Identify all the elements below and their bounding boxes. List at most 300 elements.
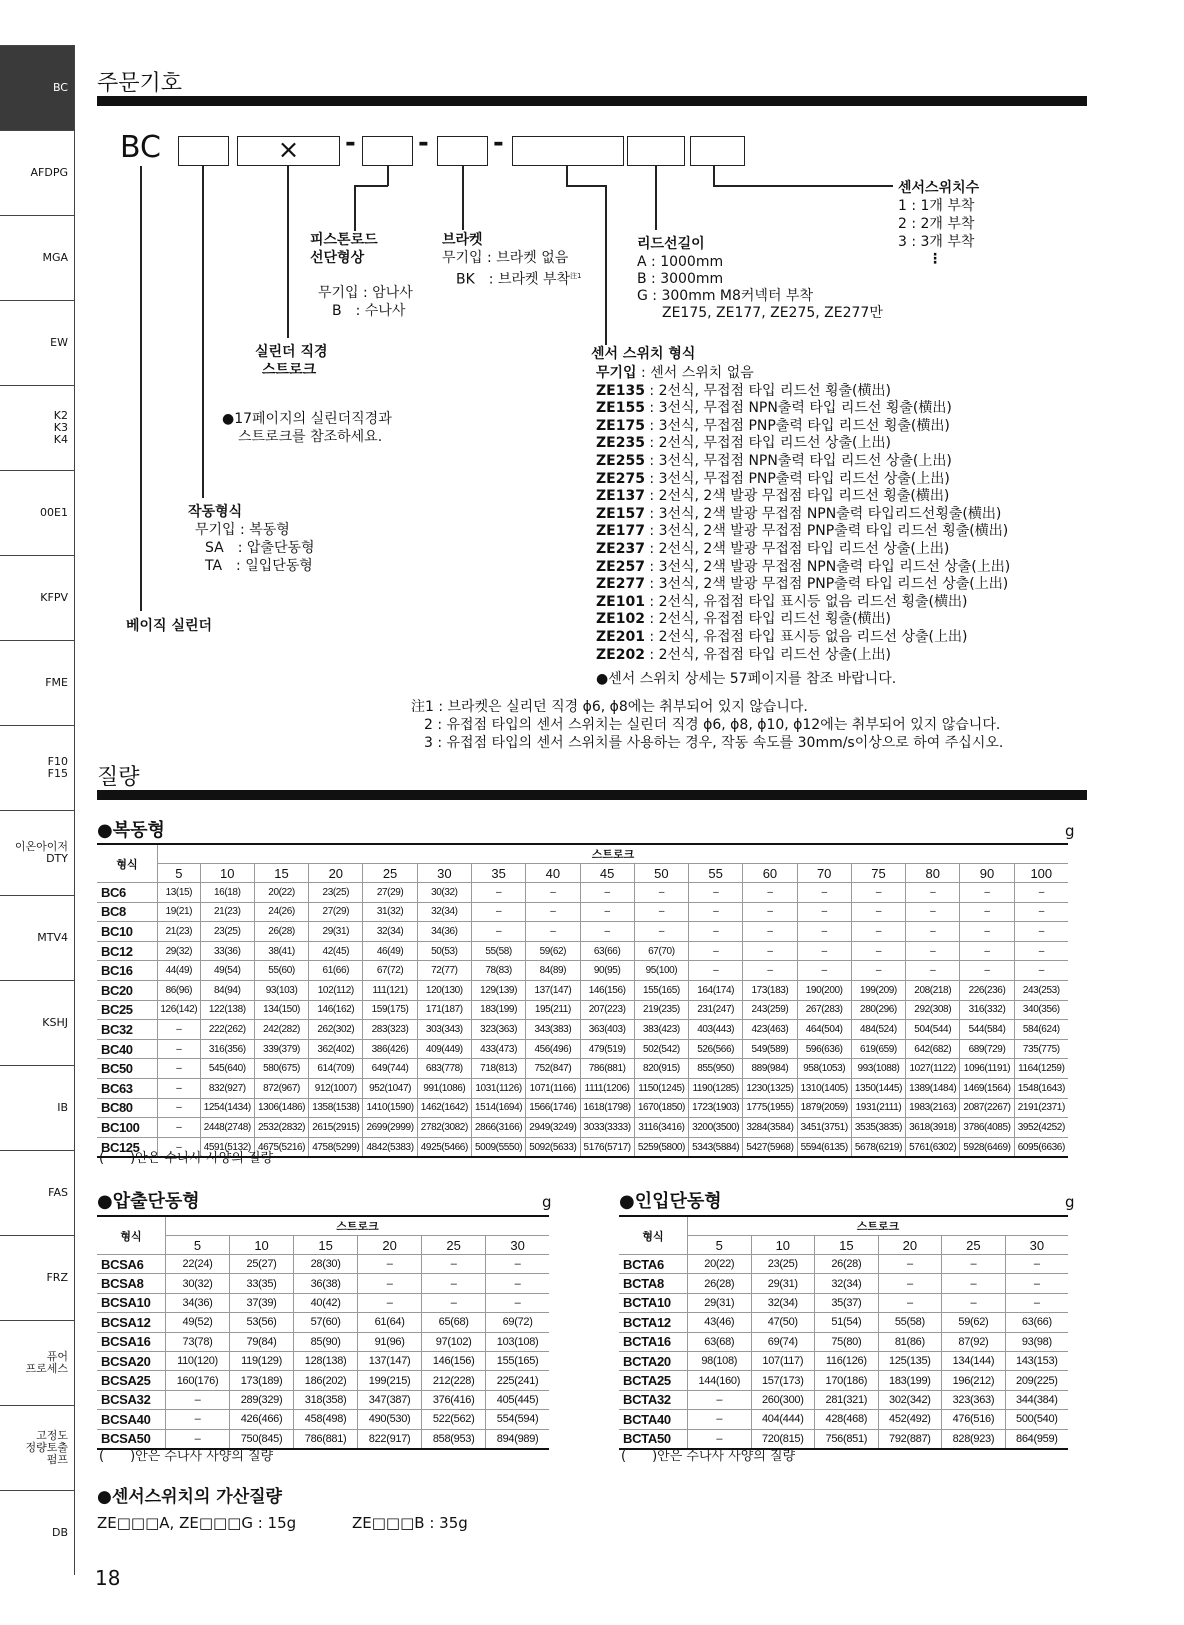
weight-cell: –	[960, 902, 1014, 922]
sidebar-tab[interactable]: FME	[0, 640, 75, 725]
stroke-column-header: 30	[486, 1236, 549, 1255]
weight-cell: 146(162)	[309, 1000, 363, 1020]
weight-cell: 61(66)	[309, 961, 363, 981]
code-box-action	[178, 136, 229, 166]
unit-label: g	[1065, 1193, 1075, 1211]
weight-cell: 504(544)	[906, 1020, 960, 1040]
sensor-type-item	[596, 646, 1010, 664]
sensor-type-desc: : 센서 스위치 없음	[636, 365, 754, 381]
weight-cell: 500(540)	[1005, 1410, 1068, 1429]
weight-cell: 2087(2267)	[960, 1098, 1014, 1118]
weight-cell: 29(31)	[309, 922, 363, 942]
weight-cell: 490(530)	[358, 1410, 422, 1429]
weight-cell: 34(36)	[166, 1293, 230, 1312]
connector-line	[287, 166, 289, 338]
model-cell: BCSA50	[97, 1429, 166, 1449]
sidebar-tab[interactable]: EW	[0, 300, 75, 385]
weight-cell: 23(25)	[751, 1255, 815, 1274]
weight-cell: 323(363)	[942, 1390, 1006, 1409]
stroke-column-header: 30	[1005, 1236, 1068, 1255]
sensor-type-item	[596, 628, 1010, 646]
model-cell: BCTA12	[619, 1313, 688, 1332]
weight-cell: 339(379)	[254, 1039, 308, 1059]
weight-cell: –	[689, 961, 743, 981]
weight-cell: –	[158, 1078, 201, 1098]
weight-cell: 1410(1590)	[363, 1098, 417, 1118]
sensor-type-code: ZE177	[596, 523, 645, 540]
basic-cylinder-label: 베이직 실린더	[126, 618, 213, 634]
sensor-type-code: ZE235	[596, 435, 645, 452]
connector-line	[354, 185, 388, 187]
weight-cell: –	[906, 883, 960, 903]
sensor-type-code: 무기입	[596, 365, 637, 381]
weight-cell: 36(38)	[294, 1274, 358, 1293]
sidebar-tab[interactable]: KSHJ	[0, 980, 75, 1065]
weight-cell: 102(112)	[309, 980, 363, 1000]
sensor-type-desc: : 2선식, 무접점 타입 리드선 횡출(横出)	[644, 382, 891, 399]
bracket-note-mark: 注1	[570, 272, 582, 280]
sensor-type-code: ZE202	[596, 646, 645, 663]
weight-cell: 128(138)	[294, 1351, 358, 1370]
weight-cell: –	[743, 922, 797, 942]
model-cell: BCTA50	[619, 1429, 688, 1449]
connector-line	[566, 185, 606, 187]
weight-cell: 5678(6219)	[851, 1137, 905, 1157]
weight-cell: 32(34)	[815, 1274, 879, 1293]
sidebar-tab[interactable]: BC	[0, 45, 75, 130]
sensor-count-title: 센서스위치수	[898, 180, 980, 196]
weight-cell: 4591(5132)	[200, 1137, 254, 1157]
weight-cell: 1254(1434)	[200, 1098, 254, 1118]
sidebar-tab[interactable]: KFPV	[0, 555, 75, 640]
weight-cell: 5176(5717)	[580, 1137, 634, 1157]
weight-cell: 828(923)	[942, 1429, 1006, 1449]
weight-cell: 78(83)	[471, 961, 525, 981]
weight-cell: 1983(2163)	[906, 1098, 960, 1118]
weight-cell: 87(92)	[942, 1332, 1006, 1351]
weight-cell: 72(77)	[417, 961, 471, 981]
weight-cell: 27(29)	[363, 883, 417, 903]
bracket-item: 무기입 : 브라켓 없음	[442, 250, 569, 266]
rod-title: 선단형상	[310, 250, 365, 266]
weight-cell: 1230(1325)	[743, 1078, 797, 1098]
connector-line	[202, 166, 204, 498]
sidebar-tab[interactable]: IB	[0, 1065, 75, 1150]
table-row	[619, 1293, 1068, 1312]
weight-cell: –	[1005, 1274, 1068, 1293]
sensor-type-code: ZE135	[596, 382, 645, 399]
model-cell: BCTA25	[619, 1371, 688, 1390]
weight-cell: 1723(1903)	[689, 1098, 743, 1118]
weight-cell: –	[1005, 1293, 1068, 1312]
weight-cell: 3033(3333)	[580, 1118, 634, 1138]
weight-cell: –	[689, 922, 743, 942]
table-row	[97, 1293, 549, 1312]
table-row	[97, 1118, 1068, 1138]
weight-cell: 91(96)	[358, 1332, 422, 1351]
weight-cell: 31(32)	[363, 902, 417, 922]
weight-cell: 21(23)	[200, 902, 254, 922]
model-cell: BCTA32	[619, 1390, 688, 1409]
weight-cell: –	[797, 902, 851, 922]
weight-cell: 1775(1955)	[743, 1098, 797, 1118]
double-acting-title: ●복동형	[97, 820, 165, 841]
weight-cell: 912(1007)	[309, 1078, 363, 1098]
weight-cell: 302(342)	[878, 1390, 942, 1409]
weight-cell: 29(31)	[751, 1274, 815, 1293]
weight-cell: 159(175)	[363, 1000, 417, 1020]
model-cell: BC6	[97, 883, 158, 903]
weight-cell: 318(358)	[294, 1390, 358, 1409]
weight-cell: 61(64)	[358, 1313, 422, 1332]
weight-cell: 93(98)	[1005, 1332, 1068, 1351]
weight-cell: 21(23)	[158, 922, 201, 942]
weight-cell: –	[878, 1293, 942, 1312]
unit-label: g	[1065, 822, 1075, 840]
stroke-column-header: 70	[797, 864, 851, 883]
sensor-type-item	[596, 558, 1010, 576]
table-row	[97, 1274, 549, 1293]
weight-cell: 1879(2059)	[797, 1098, 851, 1118]
weight-cell: 5427(5968)	[743, 1137, 797, 1157]
sidebar-tabs	[0, 45, 77, 1575]
weight-table-push	[97, 1215, 549, 1450]
weight-cell: 75(80)	[815, 1332, 879, 1351]
bore-title: 실린더 직경	[255, 344, 328, 360]
weight-cell: 303(343)	[417, 1020, 471, 1040]
sidebar-tab[interactable]: FAS	[0, 1150, 75, 1235]
weight-cell: 549(589)	[743, 1039, 797, 1059]
sidebar-tab[interactable]: FRZ	[0, 1235, 75, 1320]
connector-line	[387, 166, 389, 186]
weight-cell: 1190(1285)	[689, 1078, 743, 1098]
weight-cell: –	[580, 922, 634, 942]
weight-cell: 502(542)	[634, 1039, 688, 1059]
stroke-column-header: 20	[309, 864, 363, 883]
weight-cell: 116(126)	[815, 1351, 879, 1370]
weight-cell: 65(68)	[422, 1313, 486, 1332]
dash-2: -	[418, 128, 429, 158]
weight-cell: 786(881)	[294, 1429, 358, 1449]
sensor-type-desc: : 3선식, 무접점 PNP출력 타입 리드선 상출(上出)	[644, 470, 950, 487]
section-title-weight: 질량	[97, 765, 140, 790]
weight-cell: 84(89)	[526, 961, 580, 981]
table-row	[619, 1371, 1068, 1390]
weight-cell: –	[688, 1390, 752, 1409]
stroke-column-header: 55	[689, 864, 743, 883]
weight-cell: 476(516)	[942, 1410, 1006, 1429]
weight-cell: 3535(3835)	[851, 1118, 905, 1138]
weight-cell: 6095(6636)	[1014, 1137, 1068, 1157]
lead-item: G : 300mm M8커넥터 부착	[637, 288, 813, 304]
weight-cell: 993(1088)	[851, 1059, 905, 1079]
weight-cell: –	[1014, 922, 1068, 942]
weight-cell: 1548(1643)	[1014, 1078, 1068, 1098]
action-title: 작동형식	[188, 504, 243, 520]
weight-cell: 44(49)	[158, 961, 201, 981]
weight-cell: –	[960, 941, 1014, 961]
weight-cell: –	[689, 941, 743, 961]
sensor-type-desc: : 3선식, 2색 발광 무접점 PNP출력 타입 리드선 횡출(横出)	[644, 523, 1009, 540]
model-cell: BCTA10	[619, 1293, 688, 1312]
weight-cell: 111(121)	[363, 980, 417, 1000]
stroke-column-header: 5	[158, 864, 201, 883]
stroke-column-header: 25	[363, 864, 417, 883]
weight-cell: 26(28)	[254, 922, 308, 942]
weight-cell: –	[158, 1118, 201, 1138]
weight-cell: 84(94)	[200, 980, 254, 1000]
weight-cell: 1931(2111)	[851, 1098, 905, 1118]
weight-cell: 952(1047)	[363, 1078, 417, 1098]
weight-cell: –	[689, 902, 743, 922]
sidebar-tab[interactable]: MGA	[0, 215, 75, 300]
action-item: 무기입 : 복동형	[195, 522, 290, 538]
sensor-type-item	[596, 505, 1010, 523]
weight-cell: 280(296)	[851, 1000, 905, 1020]
weight-cell: 2866(3166)	[471, 1118, 525, 1138]
weight-cell: 3116(3416)	[634, 1118, 688, 1138]
weight-cell: 458(498)	[294, 1410, 358, 1429]
weight-cell: 1469(1564)	[960, 1078, 1014, 1098]
stroke-column-header: 25	[942, 1236, 1006, 1255]
action-item: TA : 일입단동형	[205, 558, 313, 574]
weight-cell: –	[358, 1274, 422, 1293]
stroke-column-header: 25	[422, 1236, 486, 1255]
table-row	[97, 1313, 549, 1332]
weight-cell: 49(52)	[166, 1313, 230, 1332]
weight-cell: 24(26)	[254, 902, 308, 922]
sensor-type-code: ZE175	[596, 417, 645, 434]
weight-cell: –	[906, 941, 960, 961]
sidebar-tab[interactable]: 00E1	[0, 470, 75, 555]
weight-cell: –	[422, 1274, 486, 1293]
weight-cell: 456(496)	[526, 1039, 580, 1059]
sensor-type-code: ZE257	[596, 558, 645, 575]
weight-cell: 1096(1191)	[960, 1059, 1014, 1079]
weight-cell: –	[906, 961, 960, 981]
sensor-type-item	[596, 522, 1010, 540]
weight-cell: 5009(5550)	[471, 1137, 525, 1157]
weight-cell: –	[1014, 883, 1068, 903]
stroke-column-header: 10	[751, 1236, 815, 1255]
sensor-type-desc: : 3선식, 무접점 PNP출력 타입 리드선 횡출(横出)	[644, 417, 950, 434]
weight-cell: –	[878, 1274, 942, 1293]
stroke-column-header: 75	[851, 864, 905, 883]
weight-cell: 718(813)	[471, 1059, 525, 1079]
weight-cell: 40(42)	[294, 1293, 358, 1312]
weight-cell: 832(927)	[200, 1078, 254, 1098]
weight-cell: 554(594)	[486, 1410, 549, 1429]
weight-cell: 752(847)	[526, 1059, 580, 1079]
stroke-column-header: 100	[1014, 864, 1068, 883]
weight-cell: 596(636)	[797, 1039, 851, 1059]
weight-cell: 242(282)	[254, 1020, 308, 1040]
sensor-count-item: 1 : 1개 부착	[898, 198, 975, 214]
sidebar-tab[interactable]: 이온아이저 DTY	[0, 810, 75, 895]
weight-cell: 428(468)	[815, 1410, 879, 1429]
model-cell: BCSA12	[97, 1313, 166, 1332]
sidebar-tab[interactable]: MTV4	[0, 895, 75, 980]
sensor-add-b: ZE□□□B : 35g	[352, 1514, 468, 1532]
weight-cell: 120(130)	[417, 980, 471, 1000]
weight-cell: 49(54)	[200, 961, 254, 981]
weight-cell: –	[422, 1293, 486, 1312]
weight-cell: –	[486, 1274, 549, 1293]
weight-cell: –	[688, 1410, 752, 1429]
sensor-type-item	[596, 470, 1010, 488]
sensor-type-code: ZE201	[596, 628, 645, 645]
weight-cell: 32(34)	[417, 902, 471, 922]
weight-cell: 26(28)	[688, 1274, 752, 1293]
model-cell: BCSA16	[97, 1332, 166, 1351]
weight-cell: 137(147)	[526, 980, 580, 1000]
weight-cell: 19(21)	[158, 902, 201, 922]
weight-cell: 93(103)	[254, 980, 308, 1000]
weight-cell: 196(212)	[942, 1371, 1006, 1390]
table-row	[619, 1274, 1068, 1293]
weight-cell: 79(84)	[230, 1332, 294, 1351]
table-row	[97, 883, 1068, 903]
weight-cell: 47(50)	[751, 1313, 815, 1332]
code-box-bore-stroke: ×	[237, 136, 340, 166]
weight-cell: –	[634, 922, 688, 942]
table-row	[619, 1255, 1068, 1274]
model-cell: BC10	[97, 922, 158, 942]
weight-cell: 433(473)	[471, 1039, 525, 1059]
weight-cell: 1389(1484)	[906, 1078, 960, 1098]
sensor-type-item	[596, 382, 1010, 400]
model-cell: BCTA20	[619, 1351, 688, 1370]
stroke-column-header: 10	[230, 1236, 294, 1255]
sensor-type-item	[596, 399, 1010, 417]
weight-cell: 23(25)	[309, 883, 363, 903]
weight-cell: 57(60)	[294, 1313, 358, 1332]
weight-cell: 292(308)	[906, 1000, 960, 1020]
weight-cell: 423(463)	[743, 1020, 797, 1040]
weight-cell: 81(86)	[878, 1332, 942, 1351]
lead-title: 리드선길이	[637, 236, 705, 252]
weight-cell: 1358(1538)	[309, 1098, 363, 1118]
sidebar-tab[interactable]: K2 K3 K4	[0, 385, 75, 470]
sidebar-tab[interactable]: 퓨어 프로세스	[0, 1320, 75, 1405]
model-cell: BC20	[97, 980, 158, 1000]
code-box-sensor-type	[512, 136, 624, 166]
rod-item: 무기입 : 암나사	[318, 285, 413, 301]
sensor-type-item	[596, 434, 1010, 452]
sidebar-tab[interactable]: DB	[0, 1490, 75, 1575]
table-row	[97, 1000, 1068, 1020]
weight-cell: 2615(2915)	[309, 1118, 363, 1138]
connector-line	[713, 166, 715, 186]
weight-cell: –	[797, 941, 851, 961]
weight-cell: –	[797, 961, 851, 981]
weight-cell: 63(68)	[688, 1332, 752, 1351]
weight-cell: –	[960, 922, 1014, 942]
weight-cell: 32(34)	[751, 1293, 815, 1312]
sensor-type-desc: : 2선식, 2색 발광 무접점 타입 리드선 상출(上出)	[644, 540, 950, 557]
stroke-column-header: 90	[960, 864, 1014, 883]
stroke-column-header: 15	[815, 1236, 879, 1255]
sensor-type-code: ZE275	[596, 470, 645, 487]
code-prefix: BC	[120, 130, 162, 165]
weight-cell: –	[743, 883, 797, 903]
weight-cell: 183(199)	[878, 1371, 942, 1390]
table-row	[97, 902, 1068, 922]
connector-line	[140, 166, 142, 611]
weight-cell: 1670(1850)	[634, 1098, 688, 1118]
weight-cell: 243(253)	[1014, 980, 1068, 1000]
weight-cell: 580(675)	[254, 1059, 308, 1079]
connector-line	[354, 185, 356, 231]
sidebar-tab[interactable]: AFDPG	[0, 130, 75, 215]
weight-cell: –	[486, 1255, 549, 1274]
weight-cell: 2448(2748)	[200, 1118, 254, 1138]
sidebar-tab[interactable]: F10 F15	[0, 725, 75, 810]
weight-cell: 1310(1405)	[797, 1078, 851, 1098]
weight-cell: 1111(1206)	[580, 1078, 634, 1098]
weight-cell: 281(321)	[815, 1390, 879, 1409]
weight-table-pull	[619, 1215, 1068, 1450]
weight-cell: –	[743, 941, 797, 961]
weight-cell: 3618(3918)	[906, 1118, 960, 1138]
sensor-type-desc: : 2선식, 무접점 타입 리드선 상출(上出)	[644, 435, 891, 452]
weight-cell: 4925(5466)	[417, 1137, 471, 1157]
model-cell: BCSA8	[97, 1274, 166, 1293]
weight-cell: 209(225)	[1005, 1371, 1068, 1390]
sensor-count-item: 3 : 3개 부착	[898, 234, 975, 250]
weight-cell: –	[158, 1137, 201, 1157]
weight-cell: 90(95)	[580, 961, 634, 981]
model-cell: BCSA20	[97, 1351, 166, 1370]
table-note: ( )안은 수나사 사양의 질량	[99, 1449, 274, 1464]
weight-cell: 164(174)	[689, 980, 743, 1000]
weight-cell: 38(41)	[254, 941, 308, 961]
weight-cell: 2782(3082)	[417, 1118, 471, 1138]
pull-single-title: ●인입단동형	[619, 1191, 722, 1212]
table-row	[97, 941, 1068, 961]
weight-cell: 958(1053)	[797, 1059, 851, 1079]
weight-cell: 30(32)	[166, 1274, 230, 1293]
weight-cell: 4675(5216)	[254, 1137, 308, 1157]
weight-cell: –	[471, 883, 525, 903]
weight-cell: 33(35)	[230, 1274, 294, 1293]
model-cell: BC125	[97, 1137, 158, 1157]
bracket-title: 브라켓	[442, 232, 483, 248]
sensor-count-more: ⋮	[928, 251, 942, 267]
sensor-add-a: ZE□□□A, ZE□□□G : 15g	[97, 1514, 297, 1532]
weight-cell: 103(108)	[486, 1332, 549, 1351]
weight-cell: 4758(5299)	[309, 1137, 363, 1157]
weight-cell: 69(72)	[486, 1313, 549, 1332]
weight-cell: 222(262)	[200, 1020, 254, 1040]
weight-cell: 23(25)	[200, 922, 254, 942]
sensor-type-code: ZE102	[596, 611, 645, 628]
weight-cell: –	[851, 961, 905, 981]
weight-cell: 2191(2371)	[1014, 1098, 1068, 1118]
weight-cell: 363(403)	[580, 1020, 634, 1040]
stroke-column-header: 15	[294, 1236, 358, 1255]
table-row	[619, 1332, 1068, 1351]
weight-cell: 95(100)	[634, 961, 688, 981]
weight-cell: 85(90)	[294, 1332, 358, 1351]
weight-cell: 5259(5800)	[634, 1137, 688, 1157]
weight-cell: 479(519)	[580, 1039, 634, 1059]
sensor-type-desc: : 2선식, 유접점 타입 표시등 없음 리드선 상출(上出)	[644, 628, 968, 645]
weight-cell: 735(775)	[1014, 1039, 1068, 1059]
sidebar-tab[interactable]: 고정도 정량토출 펌프	[0, 1405, 75, 1490]
weight-cell: 32(34)	[363, 922, 417, 942]
weight-cell: –	[942, 1255, 1006, 1274]
